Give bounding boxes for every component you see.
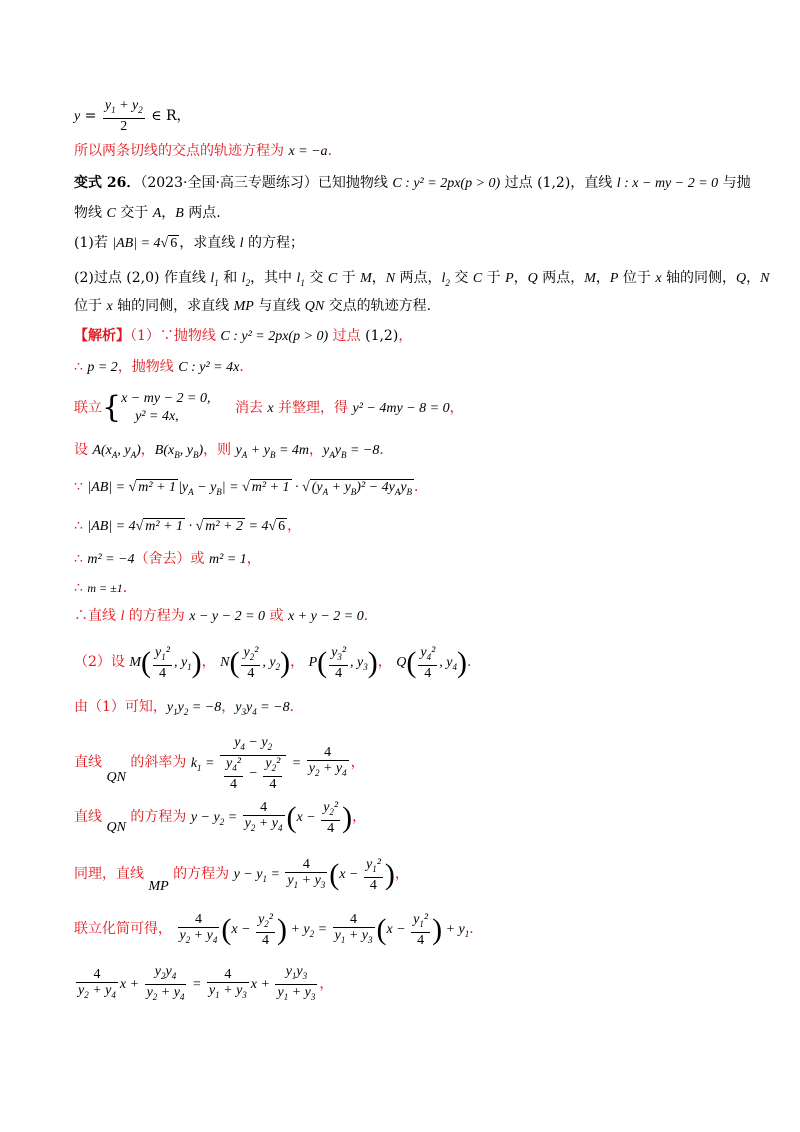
line-6: (2)过点 (2,0) 作直线 $l_1$ 和 $l_2$，其中 $l_1$ 交 C 于 M，N 两点，$l_2$ 交 C 于 P，Q 两点，M，P 位于 x 轴的同侧，Q，N [74, 270, 770, 288]
line-9: ∴ p = 2，抛物线 C : y² = 4x． [74, 359, 254, 375]
line-18: 由（1）可知，$y_1y_2 = -8$，$y_3y_4 = -8$． [74, 699, 304, 717]
line-11: 设 $A(x_A$, $y_A$)，$B(x_B$, $y_B$)，则 $y_A + y_B = 4m$，$y_Ay_B = -8$． [74, 442, 394, 460]
line-5: (1)若 |AB| = 4√ 6 ，求直线 l 的方程； [74, 235, 305, 251]
line-19: 直线 QN 的斜率为 $k_1$ = $y_4 - y_2$ $\frac{y_4^2}{4}$ − $\frac{y_2^2}{4}$ = $\frac{4}{y_2 + y_4}$ ， [74, 735, 365, 792]
line-3: 变式 26．（2023·全国·高三专题练习）已知抛物线 C : y² = 2px(p > 0) 过点 (1,2)，直线 l : x − my − 2 = 0 与抛 [74, 175, 751, 191]
line-20: 直线 QN 的方程为 $y - y_2$ = $\frac{4}{y_2 + y_4}$ (x − $\frac{y_2^2}{4}$ )， [74, 799, 367, 836]
line-13: ∴ |AB| = 4√ m² + 1 · √ m² + 2 = 4√ 6 ， [74, 518, 302, 534]
line-4: 物线 C 交于 A，B 两点. [74, 205, 221, 221]
variant-label: 变式 26． [74, 175, 141, 191]
line-10: 联立{x − my − 2 = 0, y² = 4x, 消去 x 并整理，得 y² − 4my − 8 = 0， [74, 390, 464, 425]
line-7: 位于 x 轴的同侧，求直线 MP 与直线 QN 交点的轨迹方程. [74, 298, 432, 314]
line-2: 所以两条切线的交点的轨迹方程为 x = −a． [74, 143, 342, 159]
line-22: 联立化简可得， $\frac{4}{y_2 + y_4}$ (x − $\frac{y_2^2}{4}$ ) + $y_2$ = $\frac{4}{y_1 + y_3}$ (x − $\frac{y_1^2}{4}$ ) + $y_1$． [74, 911, 484, 948]
line-1: y = $\frac{y_1 + y_2}{2}$ ∈ R， [74, 98, 191, 134]
line-16: ∴直线 l 的方程为 x − y − 2 = 0 或 x + y − 2 = 0． [74, 608, 378, 624]
line-23: $\frac{4}{y_2 + y_4}$ x + $\frac{y_2y_4}{y_2 + y_4}$ = $\frac{4}{y_1 + y_3}$ x + $\frac{y_1y_3}{y_1 + y_3}$ ， [78, 964, 334, 1003]
line-14: ∴ m² = −4（舍去）或 m² = 1， [74, 551, 261, 567]
line-12: ∵ |AB| = √ m² + 1 $|y_A - y_B|$ = √ m² + 1 · √ $(y_A + y_B)^2 - 4y_Ay_B$ ． [74, 479, 429, 497]
line-15: ∴ m = ±1． [74, 580, 137, 596]
line-17: （2）设 M( $\frac{y_1^2}{4}$ , $y_1$)， N( $\frac{y_2^2}{4}$ , $y_2$)， P( $\frac{y_3^2}{4}$ , $y_3$)， Q( $\frac{y_4^2}{4}$ , $y_4$)． [74, 644, 481, 681]
line-21: 同理，直线 MP 的方程为 $y - y_1$ = $\frac{4}{y_1 + y_3}$ (x − $\frac{y_1^2}{4}$ )， [74, 856, 409, 894]
line-8: 【解析】（1）∵抛物线 C : y² = 2px(p > 0) 过点 (1,2)， [74, 328, 413, 344]
